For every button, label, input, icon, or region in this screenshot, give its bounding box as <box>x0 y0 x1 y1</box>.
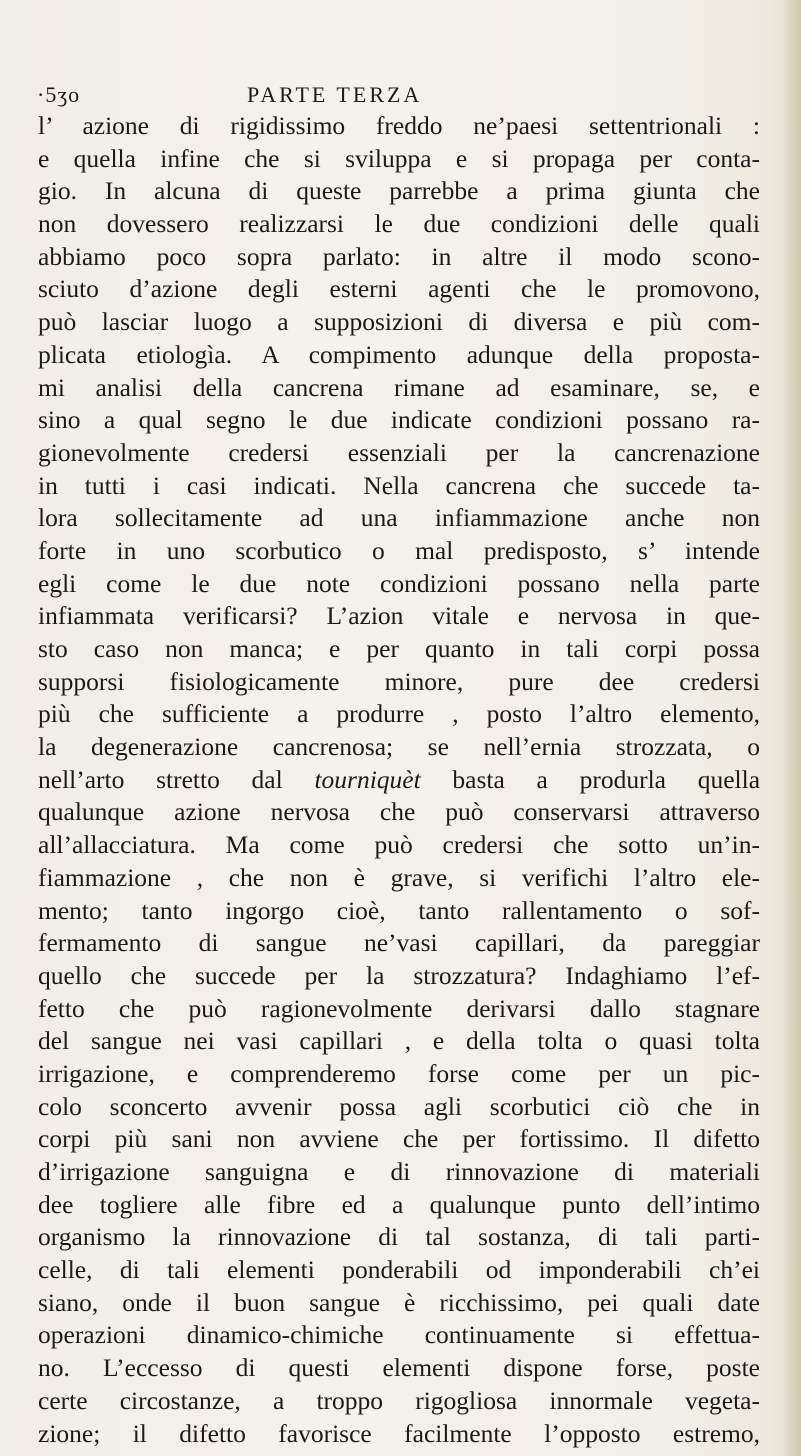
text-line: sino a qual segno le due indicate condizioni possano ra- <box>38 405 760 435</box>
running-head: PARTE TERZA <box>247 82 423 107</box>
text-line: fermamento di sangue ne’vasi capillari, da pareggiar <box>38 928 760 958</box>
text-line: egli come le due note condizioni possano nella parte <box>38 568 760 598</box>
text-line: e quella infine che si sviluppa e si propaga per conta- <box>38 143 760 173</box>
text-line: qualunque azione nervosa che può conservarsi attraverso <box>38 797 760 827</box>
text-line: fetto che può ragionevolmente derivarsi dallo stagnare <box>38 993 760 1023</box>
text-line: all’allacciatura. Ma come può credersi che sotto un’in- <box>38 830 760 860</box>
text-line: operazioni dinamico-chimiche continuamente si effettua- <box>38 1320 760 1350</box>
text-line: supporsi fisiologicamente minore, pure dee credersi <box>38 666 760 696</box>
text-line: lora sollecitamente ad una infiammazione anche non <box>38 503 760 533</box>
text-line: mi analisi della cancrena rimane ad esaminare, se, e <box>38 372 760 402</box>
text-line: irrigazione, e comprenderemo forse come per un pic- <box>38 1058 760 1088</box>
text-segment: basta a produrla quella <box>420 764 761 794</box>
page-edge-shadow <box>783 0 801 1456</box>
text-segment: nell’arto stretto dal <box>38 764 315 794</box>
text-line: gionevolmente credersi essenziali per la cancrenazione <box>38 437 760 467</box>
text-line: più che sufficiente a produrre , posto l’altro elemento, <box>38 699 760 729</box>
text-line: gio. In alcuna di queste parrebbe a prima giunta che <box>38 176 760 206</box>
text-line: plicata etiologìa. A compimento adunque della proposta- <box>38 339 760 369</box>
text-line: fiammazione , che non è grave, si verifichi l’altro ele- <box>38 862 760 892</box>
text-line: organismo la rinnovazione di tal sostanza, di tali parti- <box>38 1222 760 1252</box>
text-line: zione; il difetto favorisce facilmente l’opposto estremo, <box>38 1418 760 1448</box>
text-line: l’ azione di rigidissimo freddo ne’paesi settentrionali : <box>38 111 760 140</box>
text-line: la degenerazione cancrenosa; se nell’ernia strozzata, o <box>38 732 760 762</box>
text-line: forte in uno scorbutico o mal predisposto, s’ intende <box>38 535 760 565</box>
text-line-with-italic <box>38 764 760 797</box>
text-line: mento; tanto ingorgo cioè, tanto rallentamento o sof- <box>38 895 760 925</box>
text-line: abbiamo poco sopra parlato: in altre il modo scono- <box>38 241 760 271</box>
text-line: colo sconcerto avvenir possa agli scorbutici ciò che in <box>38 1091 760 1121</box>
page-number: ·5ʒo <box>37 82 81 107</box>
italic-term: tourniquèt <box>314 764 421 794</box>
text-line: in tutti i casi indicati. Nella cancrena che succede ta- <box>38 470 760 500</box>
text-line: sciuto d’azione degli esterni agenti che le promovono, <box>38 274 760 304</box>
text-line: dee togliere alle fibre ed a qualunque punto dell’intimo <box>38 1189 760 1219</box>
text-line: infiammata verificarsi? L’azion vitale e nervosa in que- <box>38 601 760 631</box>
text-line: quello che succede per la strozzatura? Indaghiamo l’ef- <box>38 960 760 990</box>
text-line: corpi più sani non avviene che per fortissimo. Il difetto <box>38 1124 760 1154</box>
page-header <box>37 82 737 112</box>
text-line: certe circostanze, a troppo rigogliosa innormale vegeta- <box>38 1385 760 1415</box>
text-line: siano, onde il buon sangue è ricchissimo, pei quali date <box>38 1287 760 1317</box>
text-line: d’irrigazione sanguigna e di rinnovazione di materiali <box>38 1157 760 1186</box>
text-line: sto caso non manca; e per quanto in tali corpi possa <box>38 634 760 663</box>
body-text <box>38 110 768 1450</box>
text-line: no. L’eccesso di questi elementi dispone forse, poste <box>38 1353 760 1383</box>
text-line: celle, di tali elementi ponderabili od imponderabili ch’ei <box>38 1255 760 1285</box>
text-line: non dovessero realizzarsi le due condizioni delle quali <box>38 209 760 239</box>
text-line: può lasciar luogo a supposizioni di diversa e più com- <box>38 307 760 337</box>
text-line: del sangue nei vasi capillari , e della tolta o quasi tolta <box>38 1026 760 1056</box>
